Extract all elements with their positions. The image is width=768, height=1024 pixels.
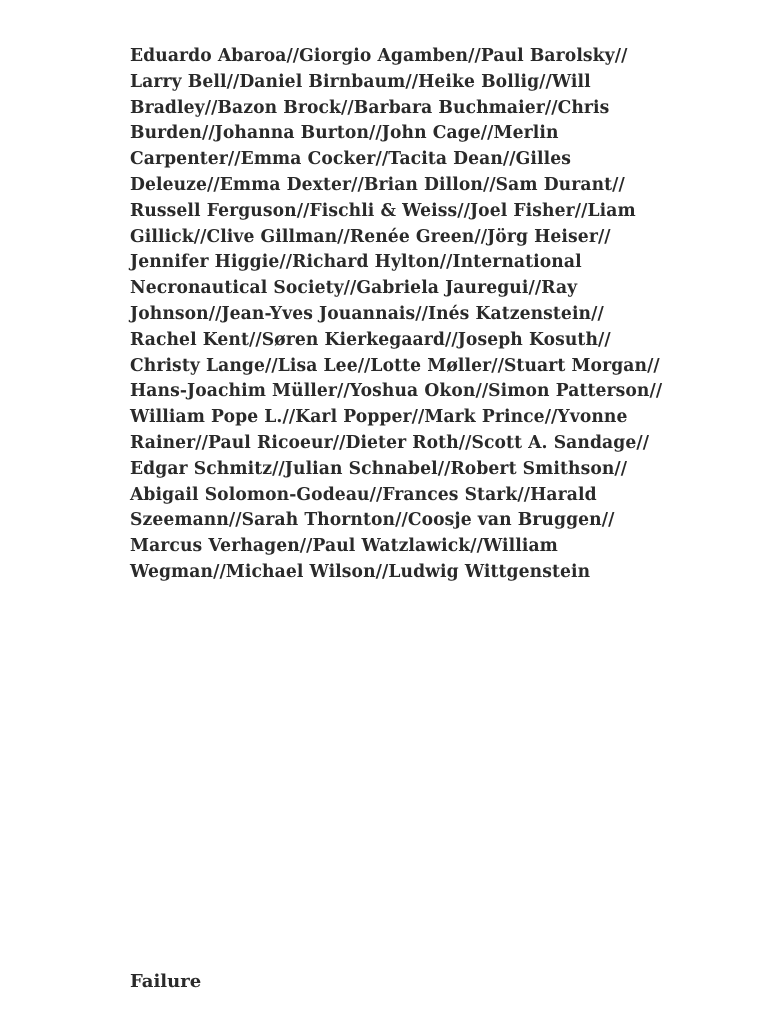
contributor-line: Edgar Schmitz//Julian Schnabel//Robert Smithson// <box>130 458 628 479</box>
contributor-line: Rainer//Paul Ricoeur//Dieter Roth//Scott A. Sandage// <box>130 432 650 453</box>
contributor-line: Abigail Solomon-Godeau//Frances Stark//Harald <box>130 484 597 505</box>
contributor-line: Necronautical Society//Gabriela Jauregui//Ray <box>130 278 578 299</box>
contributor-line: Johnson//Jean-Yves Jouannais//Inés Katzenstein// <box>130 303 604 324</box>
contributor-line: Carpenter//Emma Cocker//Tacita Dean//Gilles <box>130 149 571 170</box>
contributor-line: Eduardo Abaroa//Giorgio Agamben//Paul Barolsky// <box>130 46 628 66</box>
book-title: Failure <box>130 971 202 992</box>
contributor-line: Hans-Joachim Müller//Yoshua Okon//Simon Patterson// <box>130 381 663 402</box>
contributor-line: Deleuze//Emma Dexter//Brian Dillon//Sam Durant// <box>130 174 625 195</box>
contributor-line: Rachel Kent//Søren Kierkegaard//Joseph Kosuth// <box>130 329 611 350</box>
contributor-line: Russell Ferguson//Fischli & Weiss//Joel Fisher//Liam <box>130 200 636 221</box>
contributor-line: Larry Bell//Daniel Birnbaum//Heike Bollig//Will <box>130 71 591 92</box>
contributor-line: Wegman//Michael Wilson//Ludwig Wittgenstein <box>130 561 591 582</box>
contributor-list <box>130 44 730 586</box>
contributor-line: William Pope L.//Karl Popper//Mark Prince//Yvonne <box>130 407 628 428</box>
contributor-line: Burden//Johanna Burton//John Cage//Merlin <box>130 123 559 144</box>
contributor-line: Jennifer Higgie//Richard Hylton//International <box>130 252 582 273</box>
contributor-line: Christy Lange//Lisa Lee//Lotte Møller//Stuart Morgan// <box>130 355 660 376</box>
contributor-line: Szeemann//Sarah Thornton//Coosje van Bruggen// <box>130 510 615 531</box>
contributor-line: Gillick//Clive Gillman//Renée Green//Jörg Heiser// <box>130 226 611 247</box>
contributor-line: Marcus Verhagen//Paul Watzlawick//William <box>130 536 558 557</box>
contributor-line: Bradley//Bazon Brock//Barbara Buchmaier//Chris <box>130 97 610 118</box>
